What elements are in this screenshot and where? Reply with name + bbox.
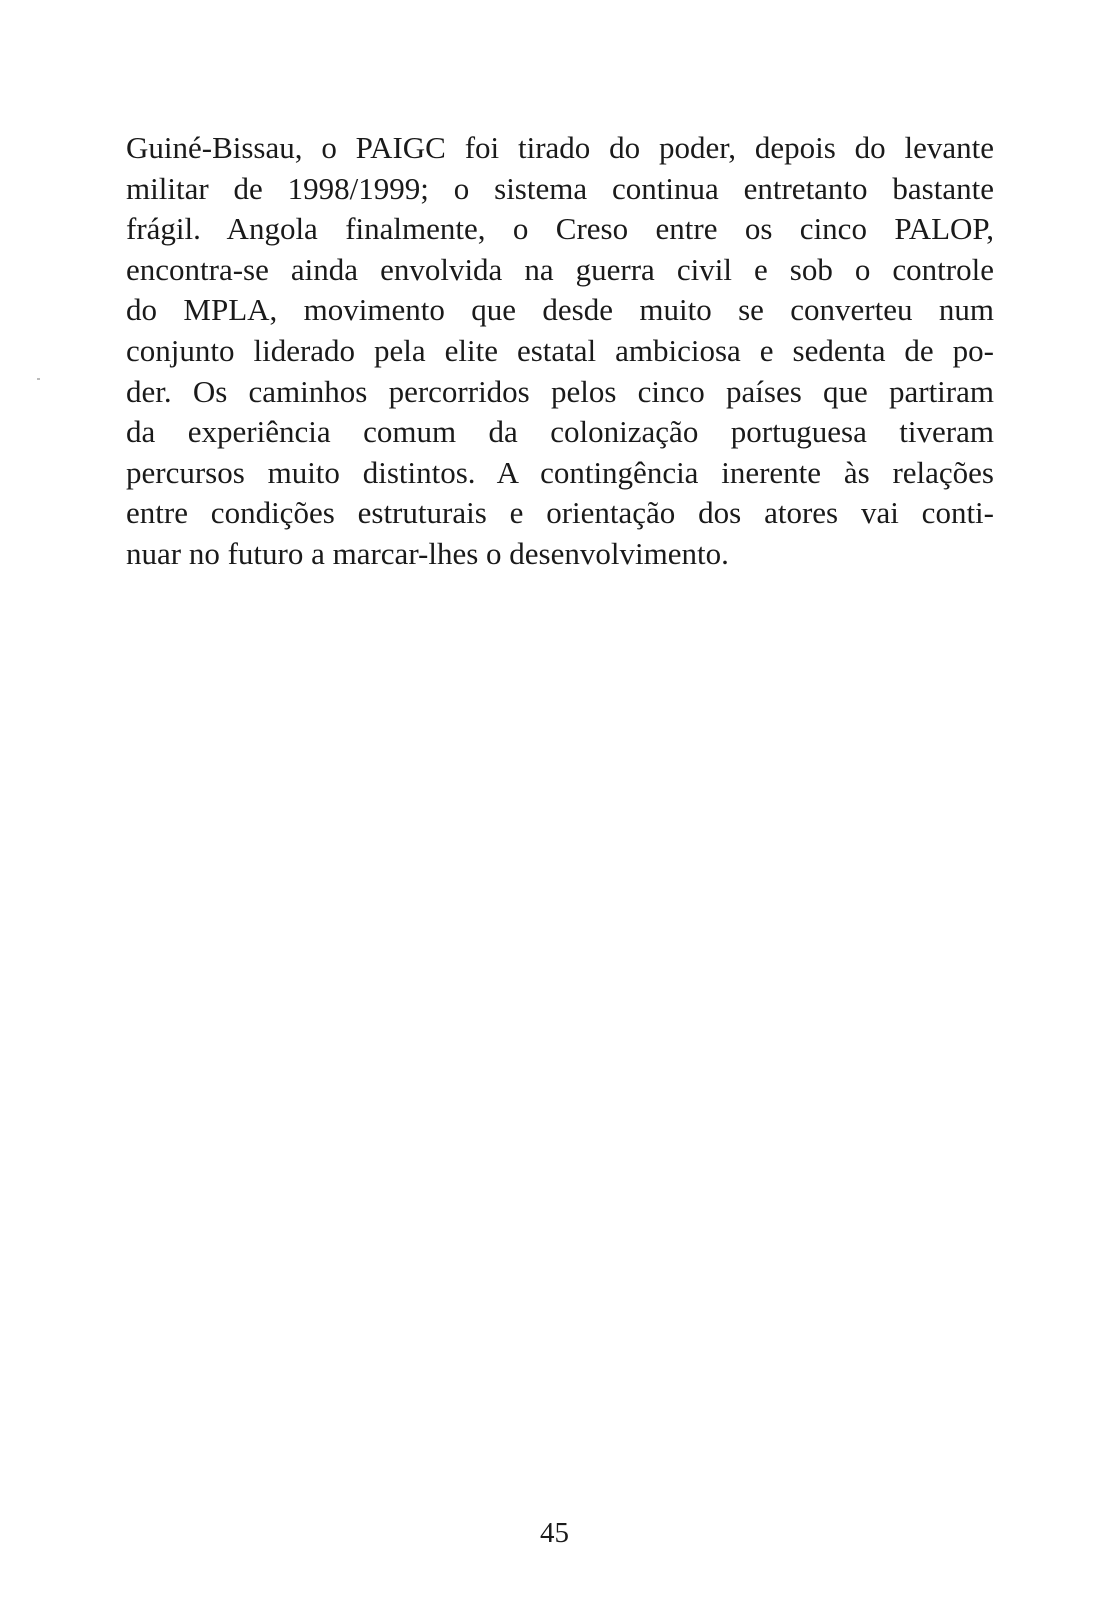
paragraph-line: entre condições estruturais e orientação dos atores vai conti- — [126, 495, 994, 531]
paragraph-line: frágil. Angola finalmente, o Creso entre os cinco PALOP, — [126, 211, 994, 247]
paragraph-line: der. Os caminhos percorridos pelos cinco países que partiram — [126, 373, 994, 409]
paragraph-line: percursos muito distintos. A contingência inerente às relações — [126, 454, 994, 490]
paragraph-line: encontra-se ainda envolvida na guerra civil e sob o controle — [126, 251, 994, 287]
body-paragraph — [126, 128, 994, 575]
paragraph-line: Guiné-Bissau, o PAIGC foi tirado do poder, depois do levante — [126, 130, 994, 165]
paragraph-line: conjunto liderado pela elite estatal ambiciosa e sedenta de po- — [126, 332, 994, 368]
page-number: 45 — [540, 1517, 569, 1549]
paragraph-line: do MPLA, movimento que desde muito se converteu num — [126, 292, 994, 328]
paragraph-line: nuar no futuro a marcar-lhes o desenvolvimento. — [126, 535, 729, 571]
scan-speck — [37, 378, 40, 380]
paragraph-line: da experiência comum da colonização portuguesa tiveram — [126, 414, 994, 450]
paragraph-line: militar de 1998/1999; o sistema continua entretanto bastante — [126, 170, 994, 206]
